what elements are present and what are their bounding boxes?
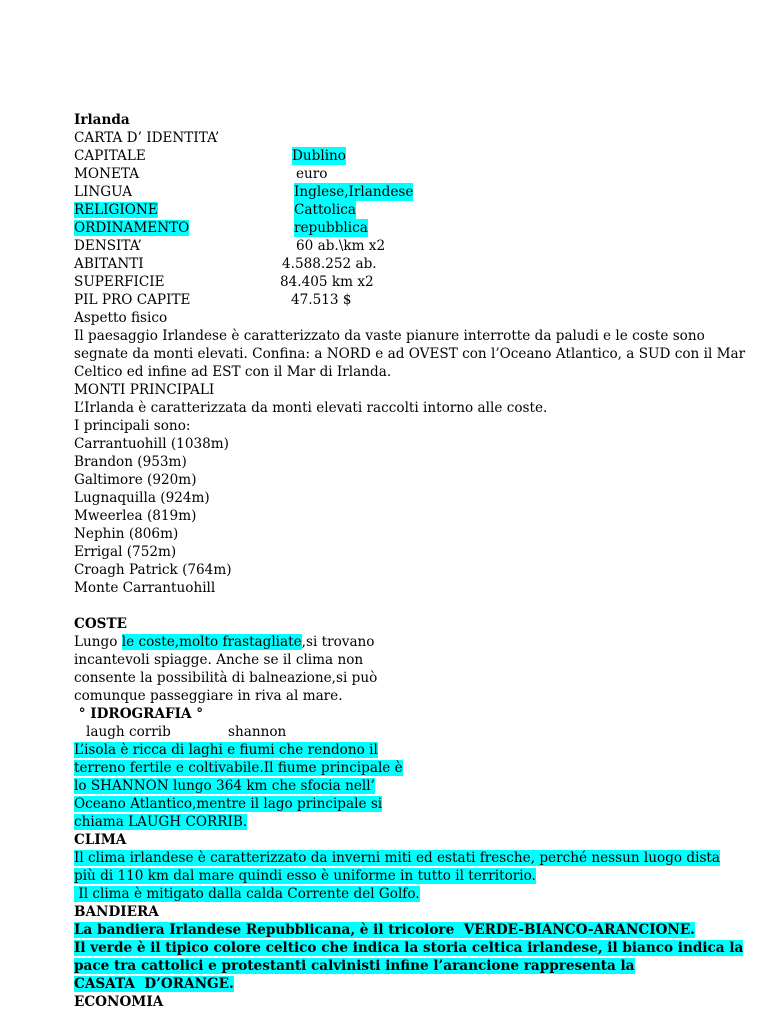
- hydro-text: lo SHANNON lungo 364 km che sfocia nell’: [74, 778, 375, 794]
- id-card-value: Inglese,Irlandese: [294, 184, 414, 200]
- coasts-post: ,si trovano: [301, 634, 375, 650]
- flag-line: [74, 957, 714, 975]
- mountains-intro: I principali sono:: [74, 418, 191, 434]
- id-card-label: ORDINAMENTO: [74, 220, 190, 236]
- caption-shannon: shannon: [228, 724, 287, 740]
- hydro-line: [74, 795, 714, 813]
- hydro-line: [74, 777, 714, 795]
- hydro-line: [74, 813, 714, 831]
- hydro-text: Oceano Atlantico,mentre il lago principale si: [74, 796, 383, 812]
- id-card-label: DENSITA’: [74, 238, 142, 254]
- id-card-table: [74, 147, 714, 309]
- document-page: [74, 111, 746, 1011]
- doc-title: Irlanda: [74, 112, 130, 128]
- id-card-row: [74, 201, 714, 219]
- id-card-label: ABITANTI: [74, 256, 144, 272]
- id-card-row: [74, 165, 714, 183]
- mountain-item: Brandon (953m): [74, 454, 187, 470]
- climate-text: Il clima irlandese è caratterizzato da inverni miti ed estati fresche, perché nessun luogo dista: [74, 850, 720, 866]
- id-card-label: MONETA: [74, 166, 140, 182]
- id-card-row: [74, 237, 714, 255]
- flag-text: CASATA D’ORANGE.: [74, 976, 234, 992]
- id-card-value: Dublino: [292, 148, 346, 164]
- id-card-label: SUPERFICIE: [74, 274, 165, 290]
- id-card-heading: CARTA D’ IDENTITA’: [74, 130, 220, 146]
- flag-heading: BANDIERA: [74, 904, 159, 920]
- id-card-row: [74, 255, 714, 273]
- id-card-value: 47.513 $: [291, 292, 352, 308]
- id-card-label: PIL PRO CAPITE: [74, 292, 191, 308]
- flag-line: [74, 921, 714, 939]
- mountain-item: Lugnaquilla (924m): [74, 490, 210, 506]
- physical-line: segnate da monti elevati. Confina: a NORD e ad OVEST con l’Oceano Atlantico, a SUD con il Mar: [74, 346, 746, 362]
- flag-text: La bandiera Irlandese Repubblicana, è il tricolore VERDE-BIANCO-ARANCIONE.: [74, 922, 695, 938]
- hydro-line: [74, 759, 714, 777]
- hydro-captions: [74, 723, 714, 741]
- id-card-value: repubblica: [294, 220, 368, 236]
- mountain-item: Croagh Patrick (764m): [74, 562, 232, 578]
- physical-line: Celtico ed infine ad EST con il Mar di Irlanda.: [74, 364, 392, 380]
- id-card-value: 4.588.252 ab.: [282, 256, 377, 272]
- coasts-line: comunque passeggiare in riva al mare.: [74, 688, 343, 704]
- hydro-text: L’isola è ricca di laghi e fiumi che rendono il: [74, 742, 378, 758]
- hydro-text: terreno fertile e coltivabile.Il fiume principale è: [74, 760, 403, 776]
- coasts-highlight: le coste,molto frastagliate: [121, 634, 302, 650]
- id-card-row: [74, 219, 714, 237]
- climate-heading: CLIMA: [74, 832, 127, 848]
- flag-line: [74, 975, 714, 993]
- climate-text: più di 110 km dal mare quindi esso è uniforme in tutto il territorio.: [74, 868, 536, 884]
- caption-laugh-corrib: laugh corrib: [86, 724, 171, 740]
- id-card-row: [74, 183, 714, 201]
- climate-line: [74, 885, 714, 903]
- coasts-pre: Lungo: [74, 634, 122, 650]
- coasts-line: incantevoli spiagge. Anche se il clima non: [74, 652, 364, 668]
- id-card-row: [74, 291, 714, 309]
- coasts-line: [74, 633, 714, 651]
- flag-text: pace tra cattolici e protestanti calvinisti infine l’arancione rappresenta la: [74, 958, 635, 974]
- id-card-value: euro: [296, 166, 328, 182]
- hydro-heading: ° IDROGRAFIA °: [74, 706, 204, 722]
- climate-text: Il clima è mitigato dalla calda Corrente del Golfo.: [74, 886, 420, 902]
- climate-line: [74, 867, 714, 885]
- economy-heading: ECONOMIA: [74, 994, 164, 1010]
- id-card-label: RELIGIONE: [74, 202, 158, 218]
- mountains-intro: L’Irlanda è caratterizzata da monti elevati raccolti intorno alle coste.: [74, 400, 548, 416]
- spacer: [74, 597, 714, 615]
- coasts-heading: COSTE: [74, 616, 127, 632]
- hydro-text: chiama LAUGH CORRIB.: [74, 814, 248, 830]
- physical-line: Il paesaggio Irlandese è caratterizzato da vaste pianure interrotte da paludi e le coste sono: [74, 328, 705, 344]
- mountains-heading: MONTI PRINCIPALI: [74, 382, 215, 398]
- mountain-item: Mweerlea (819m): [74, 508, 197, 524]
- id-card-value: 84.405 km x2: [280, 274, 374, 290]
- flag-text: Il verde è il tipico colore celtico che indica la storia celtica irlandese, il bianco indica la: [74, 940, 744, 956]
- id-card-value: Cattolica: [294, 202, 357, 218]
- mountain-item: Nephin (806m): [74, 526, 179, 542]
- id-card-label: CAPITALE: [74, 148, 146, 164]
- mountain-item: Monte Carrantuohill: [74, 580, 216, 596]
- id-card-row: [74, 273, 714, 291]
- physical-heading: Aspetto fisico: [74, 310, 168, 326]
- hydro-line: [74, 741, 714, 759]
- id-card-row: [74, 147, 714, 165]
- climate-line: [74, 849, 720, 867]
- mountain-item: Carrantuohill (1038m): [74, 436, 229, 452]
- id-card-label: LINGUA: [74, 184, 133, 200]
- mountain-item: Galtimore (920m): [74, 472, 197, 488]
- id-card-value: 60 ab.\km x2: [296, 238, 386, 254]
- flag-line: [74, 939, 744, 957]
- coasts-line: consente la possibilità di balneazione,si può: [74, 670, 378, 686]
- mountain-item: Errigal (752m): [74, 544, 177, 560]
